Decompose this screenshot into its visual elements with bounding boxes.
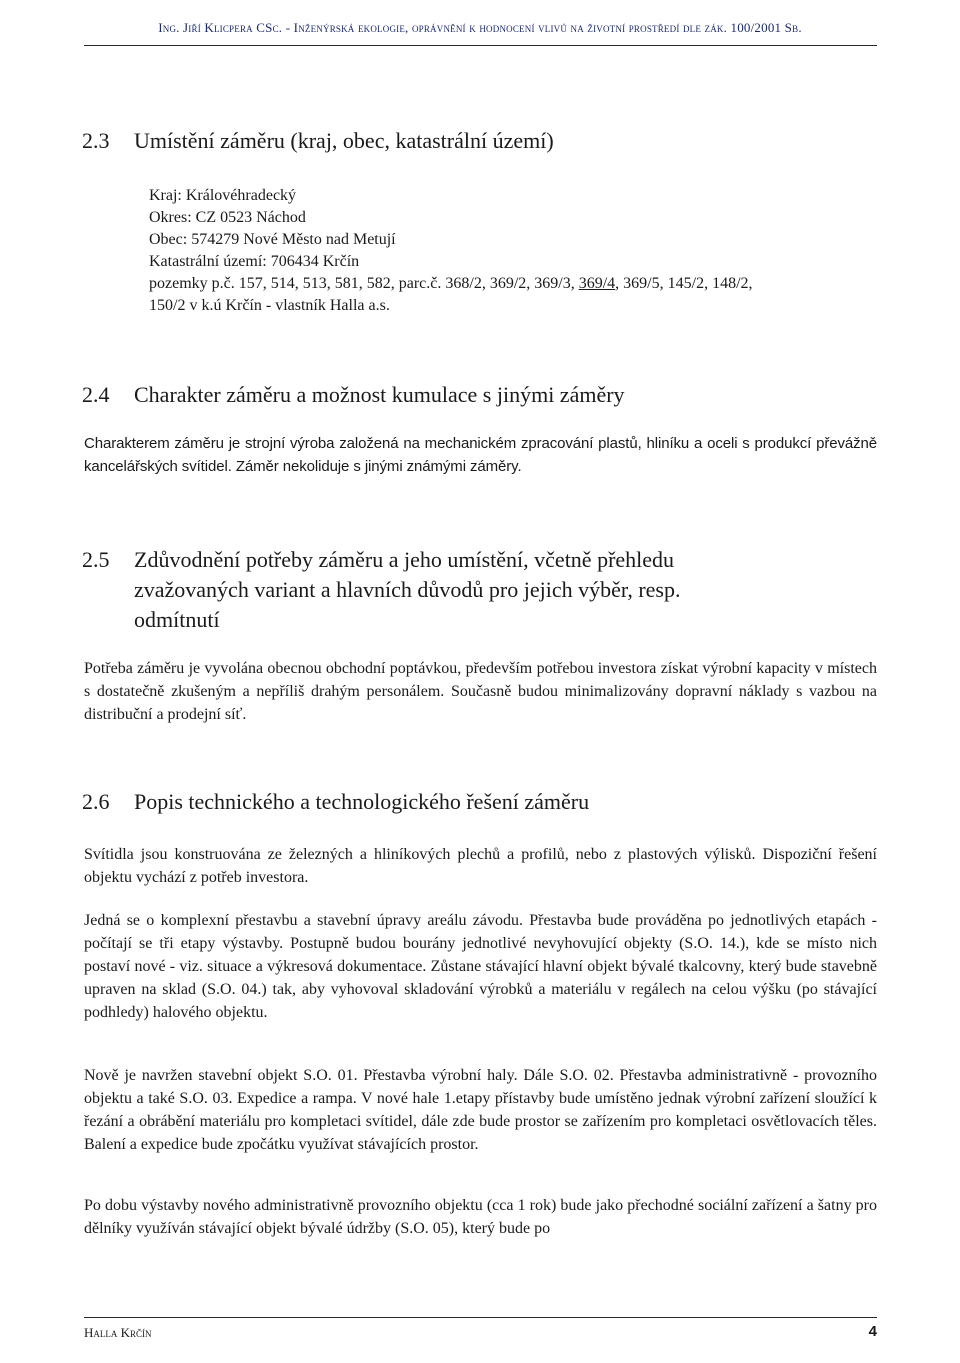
heading-2-4: [82, 380, 882, 410]
paragraph-2-6-2: Jedná se o komplexní přestavbu a stavební úpravy areálu závodu. Přestavba bude prováděna po jednotlivých etapách - počítají se tři etapy výstavby. Postupně budou bourány jednotlivé nevyhovující objekty (S.O. 14.), kde se místo nich postaví nové - viz. situace a výkresová dokumentace. Zůstane stávající hlavní objekt bývalé tkalcovny, který bude stavebně upraven na sklad (S.O. 04.) tak, aby vyhovoval skladování výrobků a materiálu v regálech na celou výšku (po stávající podhledy) halového objektu.: [84, 912, 877, 1021]
paragraph-2-4: Charakterem záměru je strojní výroba založená na mechanickém zpracování plastů, hliníku a oceli s produkcí převážně kancelářských svítidel. Záměr nekoliduje s jinými známými záměry.: [84, 435, 877, 475]
heading-2-5: [82, 545, 882, 635]
parcels-prefix: pozemky p.č. 157, 514, 513, 581, 582, parc.č. 368/2, 369/2, 369/3,: [149, 275, 579, 292]
heading-2-6: [82, 787, 882, 817]
footer-divider: [84, 1317, 877, 1318]
location-details: [149, 185, 889, 317]
page-number: 4: [868, 1323, 877, 1340]
heading-title: Umístění záměru (kraj, obec, katastrální území): [134, 128, 554, 153]
parcels-line: [149, 273, 889, 295]
cadastral-line: Katastrální území: 706434 Krčín: [149, 253, 360, 270]
parcels-underlined: 369/4: [578, 275, 616, 292]
region-line: Kraj: Královéhradecký: [149, 187, 297, 204]
municipality-line: Obec: 574279 Nové Město nad Metují: [149, 231, 396, 248]
district-line: Okres: CZ 0523 Náchod: [149, 209, 306, 226]
parcels-suffix: , 369/5, 145/2, 148/2,: [615, 275, 753, 292]
heading-number: 2.6: [82, 789, 110, 814]
heading-title-line-2: zvažovaných variant a hlavních důvodů pro jejich výběr, resp.: [134, 577, 681, 602]
heading-2-3: [82, 126, 882, 156]
header-divider: [84, 45, 877, 46]
heading-title-line-1: Zdůvodnění potřeby záměru a jeho umístění, včetně přehledu: [134, 547, 675, 572]
heading-number: 2.4: [82, 382, 110, 407]
heading-title: Popis technického a technologického řešení záměru: [134, 789, 590, 814]
heading-number: 2.3: [82, 128, 110, 153]
paragraph-2-6-1: Svítidla jsou konstruována ze železných a hliníkových plechů a profilů, nebo z plastových výlisků. Dispoziční řešení objektu vychází z potřeb investora.: [84, 846, 877, 886]
paragraph-2-5: Potřeba záměru je vyvolána obecnou obchodní poptávkou, především potřebou investora získat výrobní kapacity v místech s dostatečně zkušeným a nepříliš drahým personálem. Současně budou minimalizovány dopravní náklady s vazbou na distribuční a prodejní síť.: [84, 660, 877, 723]
heading-title-line-3: odmítnutí: [134, 607, 220, 632]
heading-number: 2.5: [82, 547, 110, 572]
paragraph-2-6-4: Po dobu výstavby nového administrativně provozního objektu (cca 1 rok) bude jako přechodné sociální zařízení a šatny pro dělníky využíván stávající objekt bývalé údržby (S.O. 05), který bude po: [84, 1197, 877, 1237]
heading-title: Charakter záměru a možnost kumulace s jinými záměry: [134, 382, 625, 407]
parcels-line-2: 150/2 v k.ú Krčín - vlastník Halla a.s.: [149, 297, 390, 314]
running-header: Ing. Jiří Klicpera CSc. - Inženýrská ekologie, oprávnění k hodnocení vlivů na životní prostředí dle zák. 100/2001 Sb.: [158, 20, 802, 35]
footer-company: Halla Krčín: [84, 1325, 152, 1340]
paragraph-2-6-3: Nově je navržen stavební objekt S.O. 01. Přestavba výrobní haly. Dále S.O. 02. Přestavba administrativně - provozního objektu a také S.O. 03. Expedice a rampa. V nové hale 1.etapy přístavby bude umístěno jednak výrobní zařízení sloužící k řezání a obrábění materiálu pro kompletaci svítidel, dále zde bude prostor se zařízením pro kompletaci osvětlovacích těles. Balení a expedice bude zpočátku využívat stávajících prostor.: [84, 1067, 877, 1153]
